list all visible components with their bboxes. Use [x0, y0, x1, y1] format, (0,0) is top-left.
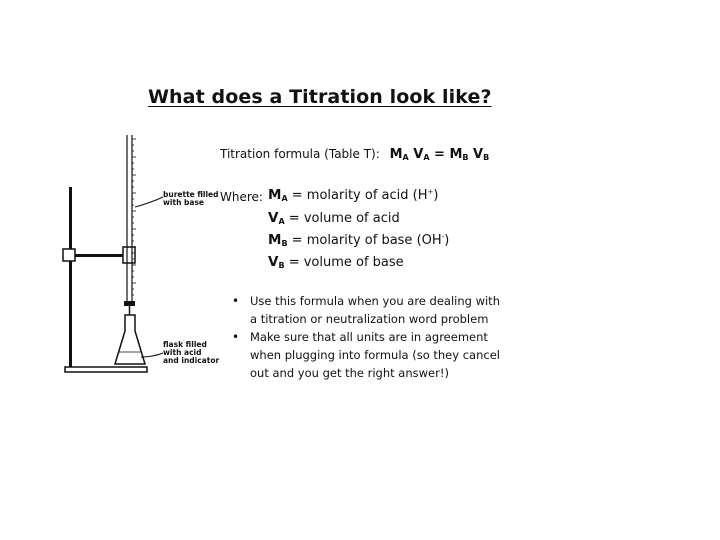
burette-stopcock	[124, 301, 135, 306]
notes-list	[232, 292, 502, 382]
formula-intro: Titration formula (Table T):	[220, 147, 380, 161]
bullet-icon: •	[232, 330, 240, 344]
flask-label: flask filled with acid and indicator	[163, 340, 220, 365]
bullet-icon: •	[232, 294, 240, 308]
definition-acid-volume: $V_A$ = volume of acid	[268, 210, 400, 226]
list-item: • Make sure that all units are in agreement when plugging into formula (so they cancel out and you get the right answer!)	[232, 330, 500, 380]
clamp-arm	[69, 254, 125, 257]
list-item: • Use this formula when you are dealing with a titration or neutralization word problem	[232, 294, 500, 326]
where-label: Where:	[220, 190, 263, 204]
clamp-knob	[63, 249, 75, 261]
burette-clamp	[123, 247, 135, 263]
slide-title: What does a Titration look like?	[148, 86, 492, 108]
definition-base-molarity: $M_B$ = molarity of base (OH-)	[268, 232, 450, 248]
stand-base	[65, 367, 147, 372]
erlenmeyer-flask	[115, 315, 145, 364]
definition-base-volume: $V_B$ = volume of base	[268, 254, 404, 270]
burette-label: burette filled with base	[163, 190, 219, 207]
burette-leader-line	[135, 197, 163, 207]
titration-formula-line	[220, 147, 489, 162]
definition-acid-molarity: $M_A$ = molarity of acid (H+)	[268, 187, 439, 203]
burette-graduations	[132, 139, 136, 295]
titration-equation: $M_A$ $V_A = M_B$ $V_B$	[389, 147, 490, 162]
titration-apparatus-figure	[55, 135, 220, 389]
stand-rod	[69, 187, 72, 367]
flask-leader-line	[141, 353, 163, 357]
